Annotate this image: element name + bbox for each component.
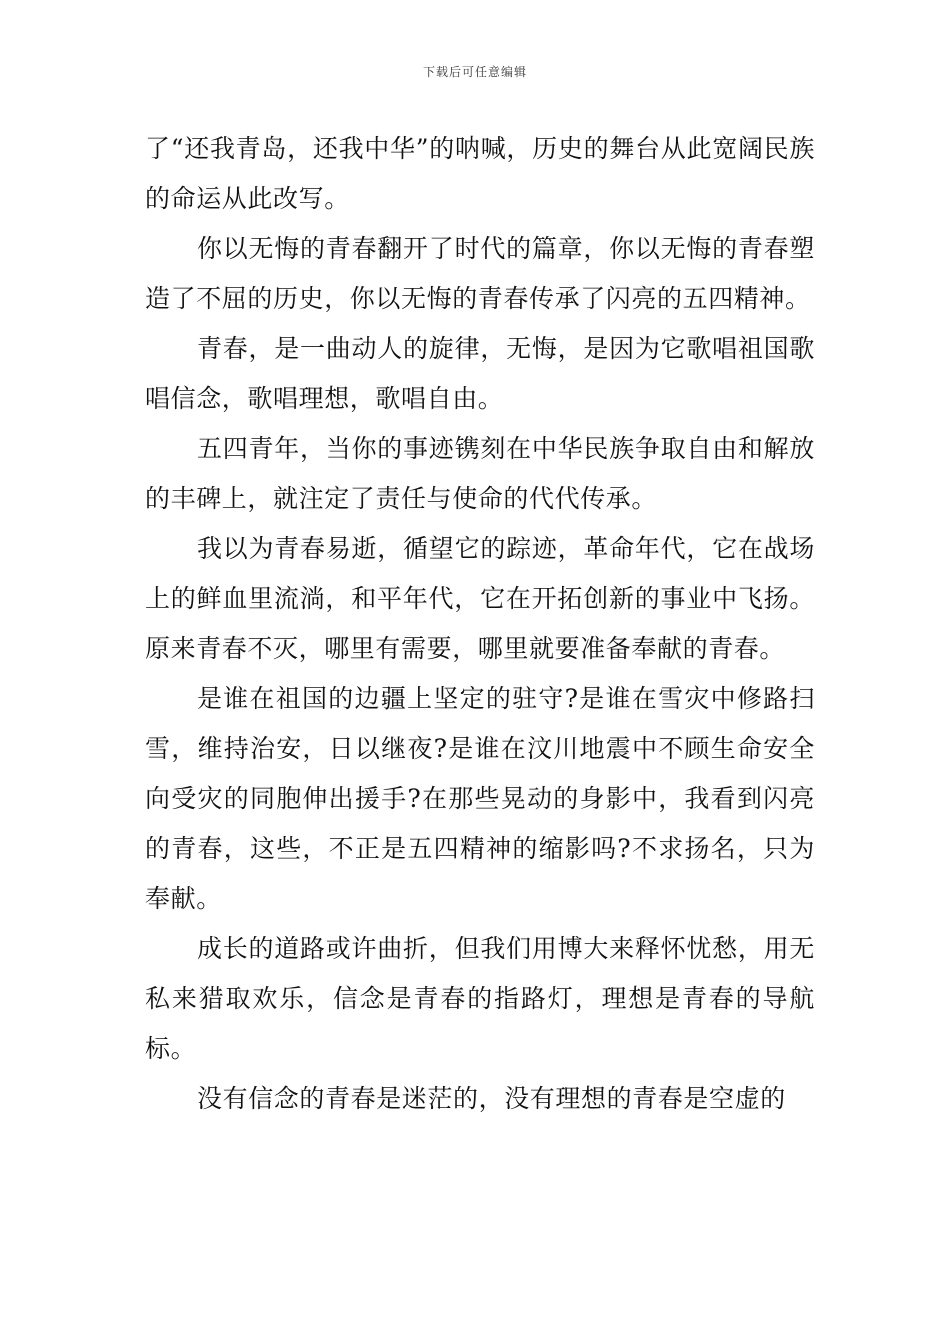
page-header: 下载后可任意编辑	[422, 65, 527, 79]
paragraph-7: 成长的道路或许曲折，但我们用博大来释怀忧愁，用无私来猎取欢乐，信念是青春的指路灯，理想是青春的导航标。	[145, 934, 815, 1063]
paragraph-3: 青春，是一曲动人的旋律，无悔，是因为它歌唱祖国歌唱信念，歌唱理想，歌唱自由。	[145, 334, 815, 413]
paragraph-8: 没有信念的青春是迷茫的，没有理想的青春是空虚的	[197, 1084, 786, 1113]
paragraph-4: 五四青年，当你的事迹镌刻在中华民族争取自由和解放的丰碑上，就注定了责任与使命的代代传承。	[145, 434, 815, 513]
document-body	[145, 124, 815, 1124]
paragraph-5: 我以为青春易逝，循望它的踪迹，革命年代，它在战场上的鲜血里流淌，和平年代，它在开拓创新的事业中飞扬。原来青春不灭，哪里有需要，哪里就要准备奉献的青春。	[145, 534, 815, 663]
paragraph-2: 你以无悔的青春翻开了时代的篇章，你以无悔的青春塑造了不屈的历史，你以无悔的青春传承了闪亮的五四精神。	[145, 234, 815, 313]
paragraph-6: 是谁在祖国的边疆上坚定的驻守?是谁在雪灾中修路扫雪，维持治安，日以继夜?是谁在汶川地震中不顾生命安全向受灾的同胞伸出援手?在那些晃动的身影中，我看到闪亮的青春，这些，不正是五四精神的缩影吗?不求扬名，只为奉献。	[145, 684, 815, 913]
paragraph-1: 了“还我青岛，还我中华”的呐喊，历史的舞台从此宽阔民族的命运从此改写。	[145, 134, 815, 213]
